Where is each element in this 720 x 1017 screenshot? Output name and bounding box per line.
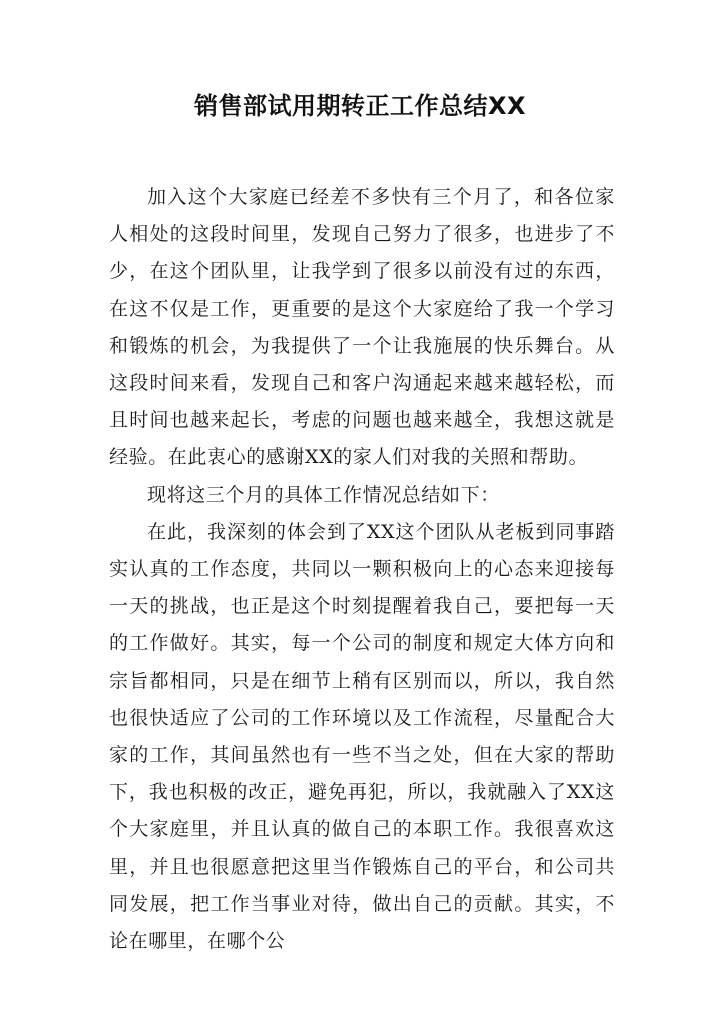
paragraph-team-experience: 在此，我深刻的体会到了XX这个团队从老板到同事踏实认真的工作态度，共同以一颗积极向上的心态来迎接每一天的挑战，也正是这个时刻提醒着我自己，要把每一天的工作做好。其实，每一个公司的制度和规定大体方向和宗旨都相同，只是在细节上稍有区别而以，所以，我自然也很快适应了公司的工作环境以及工作流程，尽量配合大家的工作，其间虽然也有一些不当之处，但在大家的帮助下，我也积极的改正，避免再犯，所以，我就融入了XX这个大家庭里，并且认真的做自己的本职工作。我很喜欢这里，并且也很愿意把这里当作锻炼自己的平台，和公司共同发展，把工作当事业对待，做出自己的贡献。其实，不论在哪里，在哪个公 [109,520,615,953]
document-title: 销售部试用期转正工作总结XX [193,92,526,120]
paragraph-intro: 加入这个大家庭已经差不多快有三个月了，和各位家人相处的这段时间里，发现自己努力了很多，也进步了不少，在这个团队里，让我学到了很多以前没有过的东西，在这不仅是工作，更重要的是这个大家庭给了我一个学习和锻炼的机会，为我提供了一个让我施展的快乐舞台。从这段时间来看，发现自己和客户沟通起来越来越轻松，而且时间也越来起长，考虑的问题也越来越全，我想这就是经验。在此衷心的感谢XX的家人们对我的关照和帮助。 [109,186,615,469]
document-body [109,179,615,960]
paragraph-summary-lead: 现将这三个月的具体工作情况总结如下： [147,483,500,506]
